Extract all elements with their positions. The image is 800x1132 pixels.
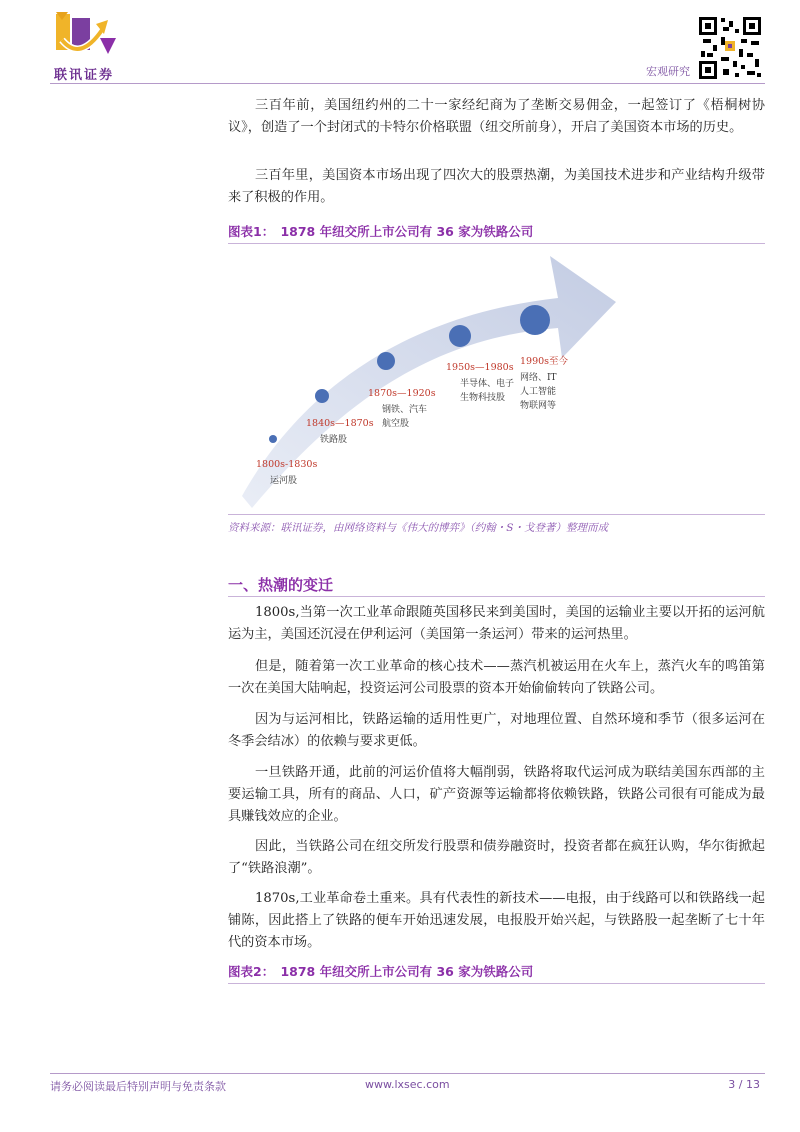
footer-disclaimer: 请务必阅读最后特别声明与免责条款 xyxy=(50,1080,226,1093)
section-paragraph-5: 因此，当铁路公司在纽交所发行股票和债券融资时，投资者都在疯狂认购，华尔街掀起了“铁路浪潮”。 xyxy=(228,839,765,876)
intro-paragraph-2: 三百年里，美国资本市场出现了四次大的股票热潮，为美国技术进步和产业结构升级带来了积极的作用。 xyxy=(228,168,765,205)
timeline-period-1: 1800s-1830s xyxy=(256,459,318,470)
page-header xyxy=(0,0,800,90)
timeline-dot-4 xyxy=(449,325,471,347)
timeline-period-5: 1990s至今 xyxy=(520,356,569,367)
figure2-top-rule xyxy=(228,983,765,984)
timeline-desc-2-1: 铁路股 xyxy=(320,435,348,445)
timeline-period-4: 1950s—1980s xyxy=(446,362,514,373)
timeline-desc-5-1: 网络、IT xyxy=(520,373,557,383)
timeline-dot-2 xyxy=(315,389,329,403)
qr-code xyxy=(697,15,763,81)
timeline-desc-3-1: 钢铁、汽车 xyxy=(382,405,428,415)
figure1-bottom-rule xyxy=(228,514,765,515)
timeline-dot-3 xyxy=(377,352,395,370)
timeline-period-2: 1840s—1870s xyxy=(306,418,374,429)
timeline-arrow xyxy=(242,256,616,508)
section-rule xyxy=(228,596,765,597)
section-paragraph-2: 但是，随着第一次工业革命的核心技术——蒸汽机被运用在火车上，蒸汽火车的鸣笛第一次在美国大陆响起，投资运河公司股票的资本开始偷偷转向了铁路公司。 xyxy=(228,659,765,696)
section-paragraph-3: 因为与运河相比，铁路运输的适用性更广，对地理位置、自然环境和季节（很多运河在冬季会结冰）的依赖与要求更低。 xyxy=(228,712,765,749)
section-paragraph-6: 1870s,工业革命卷土重来。具有代表性的新技术——电报，由于线路可以和铁路线一起铺陈，因此搭上了铁路的便车开始迅速发展，电报股开始兴起，与铁路股一起垄断了七十年代的资本市场。 xyxy=(228,891,765,950)
figure1-top-rule xyxy=(228,243,765,244)
header-divider xyxy=(50,83,765,84)
figure1-source: 资料来源：联讯证券，由网络资料与《伟大的博弈》（约翰・S・戈登著）整理而成 xyxy=(228,522,608,534)
timeline-desc-5-3: 物联网等 xyxy=(520,401,557,411)
timeline-desc-4-1: 半导体、电子 xyxy=(460,379,515,389)
timeline-desc-4-2: 生物科技股 xyxy=(460,393,506,403)
timeline-period-3: 1870s—1920s xyxy=(368,388,436,399)
footer-divider xyxy=(50,1073,765,1074)
header-section-label: 宏观研究 xyxy=(646,65,690,78)
figure1-timeline-diagram xyxy=(228,246,765,512)
intro-paragraph-1: 三百年前，美国纽约州的二十一家经纪商为了垄断交易佣金，一起签订了《梧桐树协议》，创造了一个封闭式的卡特尔价格联盟（纽交所前身），开启了美国资本市场的历史。 xyxy=(228,98,765,135)
figure2-title: 图表2： 1878 年纽交所上市公司有 36 家为铁路公司 xyxy=(228,964,534,979)
section-paragraph-4: 一旦铁路开通，此前的河运价值将大幅削弱，铁路将取代运河成为联结美国东西部的主要运输工具，所有的商品、人口，矿产资源等运输都将依赖铁路，铁路公司很有可能成为最具赚钱效应的企业。 xyxy=(228,765,765,824)
timeline-desc-5-2: 人工智能 xyxy=(520,387,557,397)
section-paragraph-1: 1800s,当第一次工业革命跟随英国移民来到美国时，美国的运输业主要以开拓的运河航运为主，美国还沉浸在伊利运河（美国第一条运河）带来的运河热里。 xyxy=(228,605,765,642)
footer-website[interactable]: www.lxsec.com xyxy=(365,1078,450,1091)
timeline-dot-1 xyxy=(269,435,277,443)
section-title: 一、热潮的变迁 xyxy=(228,576,334,594)
logo-text: 联讯证券 xyxy=(54,68,115,83)
timeline-desc-1-1: 运河股 xyxy=(270,476,298,486)
figure1-title: 图表1： 1878 年纽交所上市公司有 36 家为铁路公司 xyxy=(228,224,534,239)
footer-page-number: 3 / 13 xyxy=(728,1078,760,1091)
timeline-dot-5 xyxy=(520,305,550,335)
timeline-desc-3-2: 航空股 xyxy=(382,419,410,429)
